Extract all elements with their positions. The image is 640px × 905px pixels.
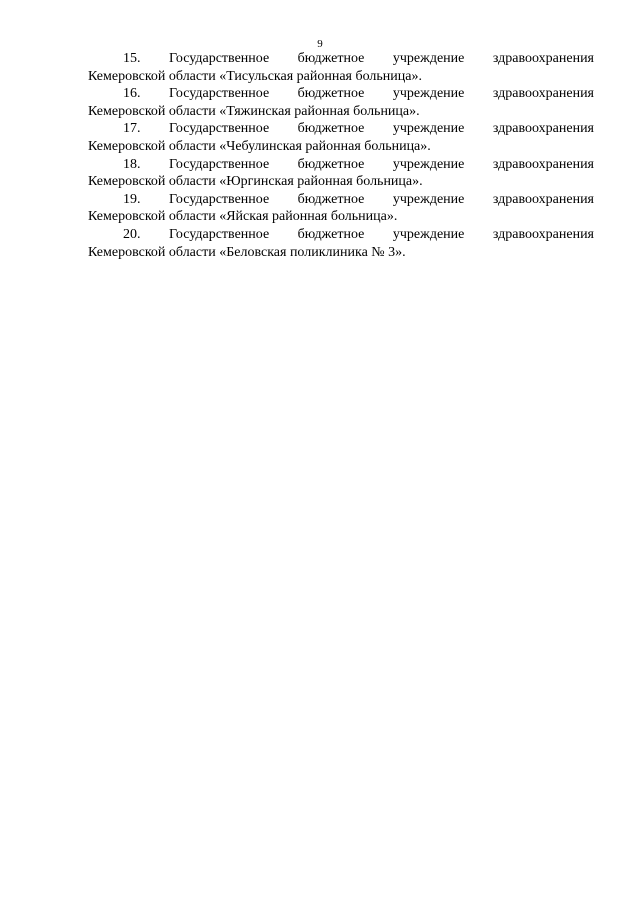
item-word: бюджетное — [297, 121, 365, 137]
item-word: здравоохранения — [492, 121, 594, 137]
item-word: здравоохранения — [492, 226, 594, 242]
item-word: учреждение — [392, 226, 465, 242]
item-number: 15. — [123, 51, 141, 66]
page-number: 9 — [317, 38, 323, 50]
item-word: учреждение — [392, 191, 465, 207]
list-item — [88, 226, 594, 261]
list-item-first-line — [88, 120, 594, 138]
list-item-first-line — [88, 50, 594, 68]
item-word: Государственное — [169, 226, 270, 242]
item-word: здравоохранения — [492, 86, 594, 102]
list-item-second-line: Кемеровской области «Тяжинская районная больница». — [88, 103, 420, 119]
item-word: бюджетное — [297, 86, 365, 102]
document-body — [88, 50, 594, 261]
list-item-first-line — [88, 156, 594, 174]
list-item — [88, 156, 594, 191]
list-item-second-line: Кемеровской области «Чебулинская районная больница». — [88, 138, 431, 154]
item-number: 20. — [123, 226, 141, 242]
item-word: Государственное — [169, 191, 270, 207]
item-number: 18. — [123, 156, 141, 172]
list-item-second-line: Кемеровской области «Беловская поликлиника № 3». — [88, 244, 406, 260]
list-item-first-line — [88, 85, 594, 103]
item-word: учреждение — [392, 86, 465, 102]
list-item — [88, 50, 594, 85]
item-word: здравоохранения — [492, 191, 594, 207]
item-word: здравоохранения — [492, 156, 594, 172]
item-number: 17. — [123, 121, 141, 137]
item-number: 16. — [123, 86, 141, 102]
list-item-second-line: Кемеровской области «Яйская районная больница». — [88, 209, 398, 225]
item-word: учреждение — [392, 121, 465, 137]
item-word: учреждение — [392, 51, 465, 66]
item-word: бюджетное — [297, 156, 365, 172]
list-item-first-line — [88, 191, 594, 209]
list-item — [88, 85, 594, 120]
item-word: бюджетное — [297, 51, 365, 66]
item-word: Государственное — [169, 156, 270, 172]
list-item-second-line: Кемеровской области «Тисульская районная больница». — [88, 68, 422, 84]
item-word: Государственное — [169, 86, 270, 102]
item-word: Государственное — [169, 121, 270, 137]
item-word: бюджетное — [297, 226, 365, 242]
item-word: здравоохранения — [492, 51, 594, 66]
item-word: Государственное — [169, 51, 270, 66]
item-word: учреждение — [392, 156, 465, 172]
list-item-second-line: Кемеровской области «Юргинская районная больница». — [88, 174, 423, 190]
list-item-first-line — [88, 226, 594, 244]
list-item — [88, 120, 594, 155]
item-number: 19. — [123, 191, 141, 207]
list-item — [88, 191, 594, 226]
item-word: бюджетное — [297, 191, 365, 207]
